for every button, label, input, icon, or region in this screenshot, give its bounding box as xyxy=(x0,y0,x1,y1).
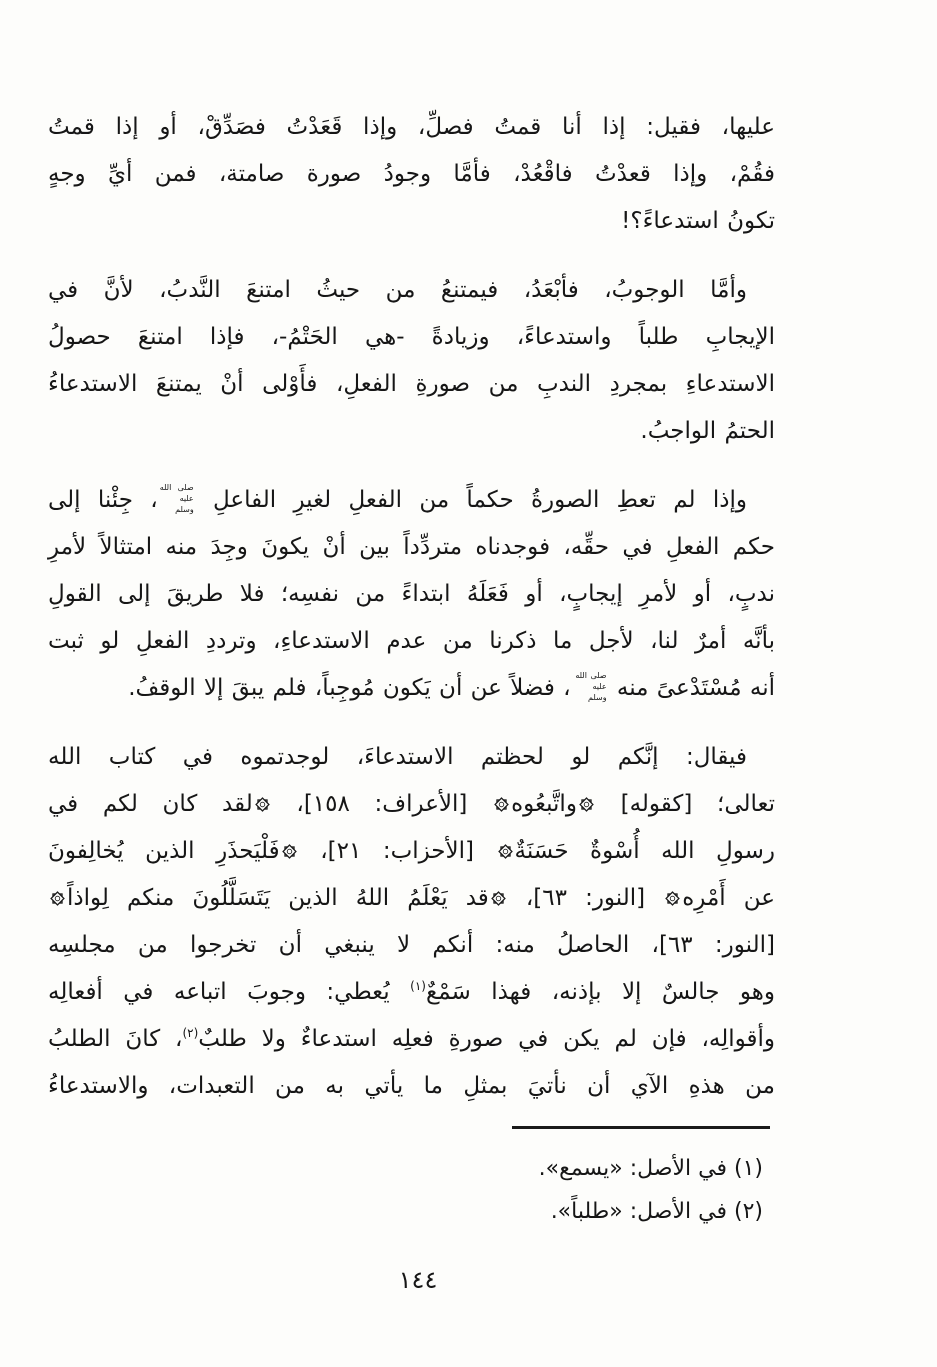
footnote: (٢) في الأصل: «طلباً». xyxy=(550,1199,763,1224)
verse-close-ornament-icon xyxy=(497,843,514,860)
footnote: (١) في الأصل: «يسمع». xyxy=(538,1156,763,1181)
text-line: فيقال: إنَّكم لو لحظتم الاستدعاءَ، لوجدتموه في كتاب الله xyxy=(48,744,747,770)
text-line: الحتمُ الواجبُ. xyxy=(640,418,775,444)
text-line: عليها، فقيل: إذا أنا قمتُ فصلِّ، وإذا قَعَدْتُ فصَدِّقْ، أو إذا قمتُ xyxy=(48,114,775,140)
verse-open-ornament-icon xyxy=(281,843,298,860)
footnote-ref: (٢) xyxy=(182,1026,199,1040)
text-line: وأمَّا الوجوبُ، فأبْعَدُ، فيمتنعُ من حيثُ امتنعَ النَّدبُ، لأنَّ في xyxy=(48,277,747,303)
verse-open-ornament-icon xyxy=(490,890,507,907)
text-line: الاستدعاءِ بمجردِ الندبِ من صورةِ الفعلِ، فأَوْلى أنْ يمتنعَ الاستدعاءُ xyxy=(48,371,775,397)
footnote-ref: (١) xyxy=(410,979,426,993)
text-line: حكم الفعلِ في حقِّه، فوجدناه متردِّداً بين أنْ يكونَ وجِدَ منه امتثالاً لأمرِ xyxy=(48,534,775,560)
text-line: وهو جالسٌ إلا بإذنه، فهذا سَمْعٌ$^{(١)}$ يُعطي: وجوبَ اتباعه في أفعالِه xyxy=(48,979,775,1005)
text-line: أنه مُسْتَدْعىً منه صلى الله عليه وسلم ، فضلاً عن أن يَكون مُوجِباً، فلم يبقَ إلا الوقفُ. xyxy=(48,665,775,712)
verse-close-ornament-icon xyxy=(493,796,510,813)
page-number: ١٤٤ xyxy=(398,1266,438,1294)
text-line: من هذهِ الآي أن نأتيَ بمثلِ ما يأتي به من التعبدات، والاستدعاءُ xyxy=(48,1073,775,1099)
pbuh-seal-icon: صلى الله عليه وسلم xyxy=(575,671,607,702)
text-line: وإذا لم تعطِ الصورةُ حكماً من الفعلِ لغيرِ الفاعلِ صلى الله عليه وسلم ، جِئْنا إلى xyxy=(48,477,775,524)
text-line: ندبٍ، أو لأمرِ إيجابٍ، أو فَعَلَهُ ابتداءً من نفسِه؛ فلا طريقَ إلى القولِ xyxy=(48,581,775,607)
verse-close-ornament-icon xyxy=(664,890,681,907)
text-line: بأنَّه أمرٌ لنا، لأجل ما ذكرنا من عدم الاستدعاءِ، وترددِ الفعلِ لو ثبت xyxy=(48,628,775,654)
paragraph xyxy=(48,734,775,1110)
footnotes-section xyxy=(475,1126,775,1233)
paragraph xyxy=(48,267,775,455)
verse-open-ornament-icon xyxy=(254,796,271,813)
verse-close-ornament-icon xyxy=(49,890,66,907)
text-line: تكونُ استدعاءً؟! xyxy=(621,208,775,234)
text-line: تعالى؛ [كقوله] واتَّبعُوه [الأعراف: ١٥٨]، لقد كان لكم في xyxy=(48,791,776,817)
footnote-list xyxy=(475,1147,775,1233)
paragraph xyxy=(48,104,775,245)
text-line: عن أَمْرِه [النور: ٦٣]، قد يَعْلَمُ اللهُ الذين يَتَسَلَّلُونَ منكم لِواذاً xyxy=(48,875,775,922)
verse-open-ornament-icon xyxy=(578,796,595,813)
paragraph xyxy=(48,477,775,712)
text-line: [النور: ٦٣]، الحاصلُ منه: أنكم لا ينبغي أن تخرجوا من مجلسِه xyxy=(48,932,775,958)
pbuh-seal-icon: صلى الله عليه وسلم xyxy=(159,483,194,514)
text-line: رسولِ الله أُسْوةٌ حَسَنَةٌ [الأحزاب: ٢١]، فَلْيَحذَرِ الذين يُخالِفونَ xyxy=(48,838,775,864)
text-line: الإيجابِ طلباً واستدعاءً، وزيادةً -هي الحَتْمُ-، فإذا امتنعَ حصولُ xyxy=(48,324,775,350)
text-line: وأقوالِه، فإن لم يكن في صورةِ فعلِه استدعاءٌ ولا طلبٌ$^{(٢)}$، كانَ الطلبُ xyxy=(48,1026,775,1052)
text-line: فقُمْ، وإذا قعدْتُ فاقْعُدْ، فأمَّا وجودُ صورة صامتة، فمن أيِّ وجهٍ xyxy=(48,161,775,187)
body-text xyxy=(48,104,775,1110)
footnote-separator xyxy=(512,1126,770,1129)
